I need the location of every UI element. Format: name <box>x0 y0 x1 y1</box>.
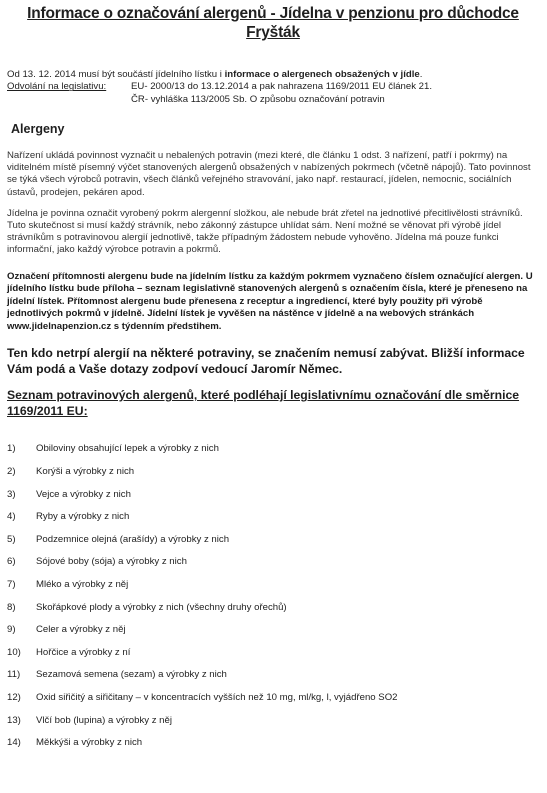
allergen-list-heading: Seznam potravinových alergenů, které podléhají legislativnímu označování dle směrnice 1169/2011 EU: <box>7 388 520 418</box>
contact-notice: Ten kdo netrpí alergií na některé potraviny, se značením nemusí zabývat. Bližší informace Vám podá a Vaše dotazy zodpoví vedoucí Jaromír Němec. <box>7 346 525 376</box>
list-item <box>7 489 539 512</box>
paragraph-regulation: Nařízení ukládá povinnost vyznačit u nebalených potravin (mezi které, dle článku 1 odst. 3 nařízení, patří i pokrmy) na viditelném místě písemný výčet stanovených alergenů obsažených v nabízených pokrmech (včetně nápojů). Tato povinnost se týká všech výrobců potravin, všech článků veřejného stravování, jako např. restaurací, jídelen, nemocnic, sociálních ústavů, prodejen, pekáren apod. <box>7 150 531 198</box>
list-item-text: Ryby a výrobky z nich <box>36 511 130 523</box>
list-item <box>7 669 539 692</box>
list-item-text: Vejce a výrobky z nich <box>36 488 131 500</box>
list-item-number: 7) <box>7 578 16 590</box>
list-item-text: Mléko a výrobky z něj <box>36 578 129 590</box>
list-item <box>7 737 539 760</box>
list-item-text: Vlčí bob (lupina) a výrobky z něj <box>36 714 172 726</box>
list-item-text: Sezamová semena (sezam) a výrobky z nich <box>36 669 227 681</box>
list-item-number: 12) <box>7 691 21 703</box>
list-item-text: Korýši a výrobky z nich <box>36 465 135 477</box>
list-item-text: Hořčice a výrobky z ní <box>36 646 131 658</box>
list-item-number: 4) <box>7 511 16 523</box>
intro-text <box>7 69 539 81</box>
list-item <box>7 715 539 738</box>
legislation-label: Odvolání na legislativu: <box>7 81 107 93</box>
list-item <box>7 624 539 647</box>
list-item-number: 8) <box>7 601 16 613</box>
legislation-block <box>7 81 539 106</box>
list-item-number: 5) <box>7 533 16 545</box>
list-item <box>7 579 539 602</box>
list-item <box>7 534 539 557</box>
list-item <box>7 647 539 670</box>
list-item-number: 10) <box>7 646 21 658</box>
list-item-number: 1) <box>7 443 16 455</box>
list-item-number: 2) <box>7 465 16 477</box>
list-item-number: 6) <box>7 556 16 568</box>
list-item <box>7 602 539 625</box>
list-item <box>7 556 539 579</box>
list-item-text: Obiloviny obsahující lepek a výrobky z nich <box>36 443 219 455</box>
list-item-number: 11) <box>7 669 21 681</box>
list-item-number: 9) <box>7 624 16 636</box>
allergen-list <box>7 443 539 759</box>
list-item-number: 13) <box>7 714 21 726</box>
list-item-text: Měkkýši a výrobky z nich <box>36 737 143 749</box>
list-item-text: Sójové boby (sója) a výrobky z nich <box>36 556 187 568</box>
legislation-eu: EU- 2000/13 do 13.12.2014 a pak nahrazena 1169/2011 EU článek 21. <box>131 81 433 93</box>
intro-prefix: Od 13. 12. 2014 musí být součástí jídelního lístku i <box>7 69 225 80</box>
list-item-text: Oxid siřičitý a siřičitany – v koncentracích vyšších než 10 mg, ml/kg, l, vyjádřeno SO2 <box>36 691 398 703</box>
list-item-text: Podzemnice olejná (arašídy) a výrobky z nich <box>36 533 230 545</box>
list-item-text: Celer a výrobky z něj <box>36 624 126 636</box>
list-item <box>7 511 539 534</box>
legislation-cr: ČR- vyhláška 113/2005 Sb. O způsobu označování potravin <box>131 93 385 105</box>
paragraph-canteen-duty: Jídelna je povinna označit vyrobený pokrm alergenní složkou, ale nebude brát zřetel na jednotlivé přecitlivělosti strávníků. Tuto skutečnost si musí každý strávník, nebo zákonný zástupce uhlídat sám. Není možné se věnovat při výrobě jídel strávníkům s potravinovou alergií jednotlivě, takže případným žádostem nebude vyhověno. Jídelna má pouze funkci informační, jako každý výrobce potravin a pokrmů. <box>7 207 523 255</box>
title-line-1: Informace o označování alergenů - Jídelna v penzionu pro důchodce <box>27 5 519 22</box>
list-item <box>7 466 539 489</box>
list-item-number: 14) <box>7 737 21 749</box>
list-item-number: 3) <box>7 488 16 500</box>
intro-suffix: . <box>419 69 423 80</box>
document-title <box>7 4 539 42</box>
paragraph-allergen-marking: Označení přítomnosti alergenu bude na jídelním lístku za každým pokrmem vyznačeno číslem označující alergen. U jídelního lístku bude příloha – seznam legislativně stanovených alergenů s označením čísla, které je přeneseno na jídelní lístek. Přítomnost alergenu bude přenesena z receptur a ingrediencí, které byly použity při výrobě jednotlivých pokrmů v jídelně. Jídelní lístek je vyvěšen na nástěnce v jídelně a na webových stránkách www.jidelnapenzion.cz s týdenním předstihem. <box>7 270 533 332</box>
list-item <box>7 692 539 715</box>
section-heading-alergeny: Alergeny <box>11 122 65 137</box>
intro-bold: informace o alergenech obsažených v jídle <box>224 69 420 80</box>
list-item <box>7 443 539 466</box>
title-line-2: Fryšták <box>246 24 300 41</box>
list-item-text: Skořápkové plody a výrobky z nich (všechny druhy ořechů) <box>36 601 287 613</box>
